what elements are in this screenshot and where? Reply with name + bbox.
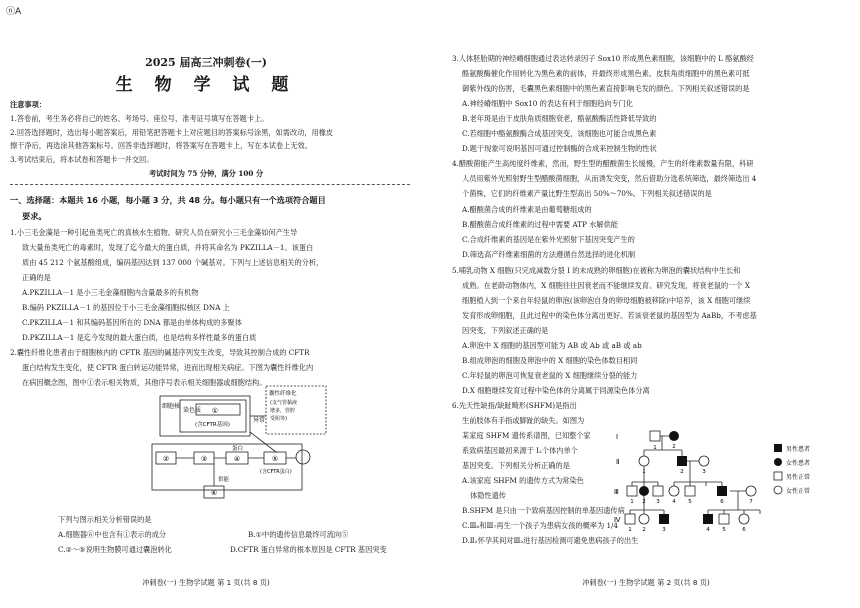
cftr-concept-figure: [148, 378, 328, 508]
fig-num-5: ⑤: [271, 455, 279, 463]
subject-title: 生 物 学 试 题: [115, 75, 297, 95]
ped-num: 1: [630, 499, 634, 505]
q6-option-c: C.Ⅲ₆和Ⅲ₇再生一个孩子为患病女孩的概率为 1/4: [462, 521, 619, 530]
fig-nucleus: 细胞核: [162, 403, 181, 410]
ped-num: 2: [642, 527, 646, 533]
q1-option-c: C.PKZILLA－1 和其编码基因所在的 DNA 都是由单体构成的多聚体: [22, 318, 242, 327]
gen-label: Ⅱ: [616, 458, 620, 466]
legend-label: 男性正常: [786, 474, 811, 481]
q4-stem: 人员用紫外光照射野生型醋酸菌细胞，从而诱发突变，然后借助分选系统筛选，最终筛选出 4: [462, 174, 757, 183]
page-left: [0, 0, 412, 608]
ped-num: 7: [749, 499, 753, 505]
time-score: 考试时间为 75 分钟，满分 100 分: [148, 169, 264, 178]
q5-option-c: C.年轻鼠的卵泡可恢复衰老鼠的 X 细胞继续分裂的能力: [462, 371, 638, 380]
ped-num: 6: [720, 499, 724, 505]
q5-stem: 因突变，下列叙述正确的是: [462, 326, 549, 335]
fig-num-4: ④: [233, 455, 241, 463]
fig-gene: (含CFTR基因): [195, 422, 230, 428]
q6-stem: 某家庭 SHFM 遗传系谱图，已知整个家: [462, 431, 591, 440]
q6-option-a: A.该家庭 SHFM 的遗传方式为常染色: [462, 476, 584, 485]
ped-num: 3: [702, 469, 706, 475]
exam-title: 2025 届高三冲刺卷(一): [145, 56, 267, 69]
ped-III-2: [639, 486, 649, 496]
q3-option-b: B.老年斑是由于皮肤角质细胞衰老，酪氨酸酶活性降低导致的: [462, 114, 657, 123]
q2-stem: 蛋白结构发生变化，使 CFTR 蛋白转运功能异常，进而出现相关病症。下图为囊性纤维化内: [22, 363, 314, 372]
ped-IV-6: [739, 514, 749, 524]
q1-stem: 正确的是: [22, 273, 51, 282]
q2-stem: 2.囊性纤维化患者由于细胞核内的 CFTR 基因的碱基序列发生改变，导致其控制合成的 CFTR: [10, 348, 310, 357]
note-line: 2.回答选择题时，选出每小题答案后，用铅笔把答题卡上对应题目的答案标号涂黑，如需改动，用橡皮: [10, 128, 334, 137]
q5-stem: 细胞植入到一个来自年轻鼠的卵泡(该卵泡自身的卵母细胞被移除)中培养，该 X 细胞可继续: [462, 296, 751, 305]
fig-phenotype-desc: 受阻等): [270, 416, 287, 422]
q2-stem: 在病因概念图，图中①表示相关物质，其他序号表示相关细胞器或细胞结构。: [22, 378, 267, 387]
legend-male-normal-icon: [774, 472, 782, 480]
section-heading-cont: 要求。: [22, 211, 47, 221]
q2-option-a: A.细胞器⑥中也含有①表示的成分: [58, 530, 167, 539]
q3-option-d: D.题干现象可说明基因可通过控制酶的合成来控制生物的性状: [462, 144, 657, 153]
q4-stem: 个菌株，它们的纤维素产量比野生型高出 50%～70%。下列相关叙述错误的是: [462, 189, 712, 198]
ped-IV-1: [625, 514, 635, 524]
ped-IV-4: [703, 514, 713, 524]
fig-num-6: ⑥: [210, 489, 218, 497]
legend-female-normal-icon: [774, 486, 782, 494]
ped-II-2: [677, 456, 687, 466]
q1-stem: 1.小三毛金藻是一种引起鱼类死亡的真核水生植物。研究人员在研究小三毛金藻如何产生导: [10, 228, 298, 237]
q1-option-a: A.PKZILLA－1 是小三毛金藻细胞内含量最多的有机物: [22, 288, 199, 297]
fig-num-3: ③: [200, 455, 208, 463]
footer-page-1: 冲刺卷(一) 生物学试题 第 1 页(共 8 页): [142, 578, 270, 587]
q4-option-b: B.醋酸菌合成纤维素的过程中需要 ATP 水解供能: [462, 220, 618, 229]
q3-option-a: A.神经嵴细胞中 Sox10 的表达有利于细胞趋向专门化: [462, 99, 634, 108]
ped-num: 5: [688, 499, 692, 505]
q2-option-d: D.CFTR 蛋白异常的根本原因是 CFTR 基因突变: [230, 545, 387, 554]
q4-option-c: C.合成纤维素的基因是在紫外光照射下基因突变产生的: [462, 235, 635, 244]
ped-I-2: [669, 431, 679, 441]
q4-option-a: A.醋酸菌合成的纤维素是由葡萄糖组成的: [462, 205, 592, 214]
fig-phenotype-title: 囊性纤维化: [269, 391, 297, 397]
ped-num: 2: [642, 499, 646, 505]
q6-stem: 生前肢体有手指或脚趾的缺失。如图为: [462, 416, 585, 425]
legend-label: 男性患者: [786, 446, 811, 453]
q5-option-a: A.卵泡中 X 细胞的基因型可能为 AB 或 Ab 或 aB 或 ab: [462, 341, 642, 350]
divider: [10, 184, 410, 185]
q6-option-d: D.Ⅱ₂怀孕其间对Ⅲ₂进行基因检测可避免患病孩子的出生: [462, 536, 639, 545]
gen-label: Ⅳ: [614, 516, 621, 524]
ped-III-4: [669, 486, 679, 496]
ped-num: 4: [672, 499, 676, 505]
q4-option-d: D.筛选高产纤维素细菌的方法遵循自然选择的进化机制: [462, 250, 636, 259]
fig-energy: 供能: [218, 477, 230, 483]
ped-IV-3: [659, 514, 669, 524]
note-line: 1.答卷前，考生务必将自己的姓名、考场号、座位号、准考证号填写在答题卡上。: [10, 114, 269, 123]
q6-stem: 系致病基因最初来源于 I₂个体内单个: [462, 446, 578, 455]
note-line: 3.考试结束后，将本试卷和答题卡一并交回。: [10, 155, 154, 164]
ped-III-3: [653, 486, 663, 496]
fig-num-1: ①: [211, 407, 219, 415]
ped-I-1: [650, 431, 660, 441]
ped-num: 4: [706, 527, 710, 533]
section-heading: 一、选择题：本题共 16 小题，每小题 3 分，共 48 分。每小题只有一个选项符合题目: [10, 195, 326, 205]
ped-III-1: [627, 486, 637, 496]
q3-stem: 御紫外线的伤害，毛囊黑色素细胞中的黑色素直接影响毛发的颜色。下列相关叙述错误的是: [462, 84, 750, 93]
q6-option-b: B.SHFM 是只由一个致病基因控制的单基因遗传病: [462, 506, 625, 515]
note-line: 擦干净后，再选涂其他答案标号。回答非选择题时，将答案写在答题卡上，写在本试卷上无效。: [10, 141, 312, 150]
fig-protein2: (含CFTR蛋白): [260, 469, 292, 475]
q6-stem: 6.先天性缺指/缺趾畸形(SHFM)是指出: [452, 401, 577, 410]
fig-protein: 蛋白: [232, 446, 244, 452]
q3-option-c: C.若细胞中酪氨酸酶合成基因突变，该细胞也可能合成黑色素: [462, 129, 657, 138]
legend-label: 女性正常: [786, 488, 811, 495]
q5-stem: 发育形成卵细胞，且此过程中的染色体分离出更好。若该衰老鼠的基因型为 AaBb，不考虑基: [462, 311, 757, 320]
shfm-pedigree: [614, 430, 834, 550]
ped-num: 1: [642, 469, 646, 475]
fig-phenotype-desc: 增多，管腔: [270, 408, 296, 414]
q1-stem: 质由 45 212 个氨基酸组成，编码基因达到 137 000 个碱基对。下列与上述信息相关的分析，: [22, 258, 324, 267]
q3-stem: 3.人体胚胎期的神经嵴细胞通过表达转录因子 Sox10 形成黑色素细胞，该细胞中的 L 酪氨酸经: [452, 54, 754, 63]
ped-num: 3: [656, 499, 660, 505]
fig-phenotype-desc: (支气管黏液: [270, 400, 297, 406]
fig-chromatin: 染色质: [183, 407, 202, 414]
legend-label: 女性患者: [786, 460, 811, 467]
ped-num: 5: [722, 527, 726, 533]
legend-male-affected-icon: [774, 444, 782, 452]
ped-IV-5: [719, 514, 729, 524]
fig-num-2: ②: [162, 455, 170, 463]
q3-stem: 酪氨酸酶催化作用转化为黑色素的前体，并最终形成黑色素。皮肤角质细胞中的黑色素可抵: [462, 69, 750, 78]
legend-female-affected-icon: [774, 458, 782, 466]
ped-II-3: [699, 456, 709, 466]
q6-stem: 基因突变。下列相关分析正确的是: [462, 461, 570, 470]
q5-stem: 5.哺乳动物 X 细胞(只完成减数分裂 I 的未成熟的卵细胞)在被称为卵泡的囊状结构中生长和: [452, 266, 741, 275]
ped-num: 2: [680, 469, 684, 475]
ped-num: 6: [742, 527, 746, 533]
ped-num: 2: [672, 444, 676, 450]
q2-option-b: B.①中的遗传信息最终可流向⑤: [248, 530, 349, 539]
q4-stem: 4.醋酸菌能产生高纯度纤维素，然而，野生型的醋酸菌生长缓慢，产生的纤维素数量有限，科研: [452, 159, 754, 168]
ped-III-7: [746, 486, 756, 496]
q5-option-b: B.组成卵泡的细胞及卵泡中的 X 细胞的染色体数目相同: [462, 356, 638, 365]
ped-II-1: [639, 456, 649, 466]
ped-III-5: [685, 486, 695, 496]
ped-IV-2: [639, 514, 649, 524]
ped-III-6: [717, 486, 727, 496]
gen-label: Ⅰ: [616, 433, 619, 441]
q1-stem: 致大量鱼类死亡的毒素时，发现了迄今最大的蛋白质，并将其命名为 PKZILLA－1。该蛋白: [22, 243, 314, 252]
q1-option-d: D.PKZILLA－1 是迄今发现的最大蛋白质，也是结构多样性最多的蛋白质: [22, 333, 257, 342]
notes-heading: 注意事项：: [10, 100, 46, 109]
fig-abnormal: 异常: [253, 417, 266, 424]
q5-stem: 成熟。在老龄动物体内，X 细胞往往因衰老而不能继续发育。研究发现，将衰老鼠的一个 X: [462, 281, 750, 290]
ped-num: 1: [653, 445, 657, 451]
ped-num: 3: [662, 527, 666, 533]
q5-option-d: D.X 细胞继续发育过程中染色体的分离属于同源染色体分离: [462, 386, 650, 395]
q2-question: 下列与图示相关分析错误的是: [58, 515, 152, 524]
footer-page-2: 冲刺卷(一) 生物学试题 第 2 页(共 8 页): [582, 578, 710, 587]
corner-mark: ⓝA: [6, 7, 22, 17]
q1-option-b: B.编码 PKZILLA－1 的基因位于小三毛金藻细胞拟核区 DNA 上: [22, 303, 230, 312]
q6-option-a-cont: 体隐性遗传: [470, 491, 506, 500]
q2-option-c: C.②～⑤说明生物膜可通过囊泡转化: [58, 545, 172, 554]
ped-num: 1: [628, 527, 632, 533]
gen-label: Ⅲ: [614, 488, 619, 496]
